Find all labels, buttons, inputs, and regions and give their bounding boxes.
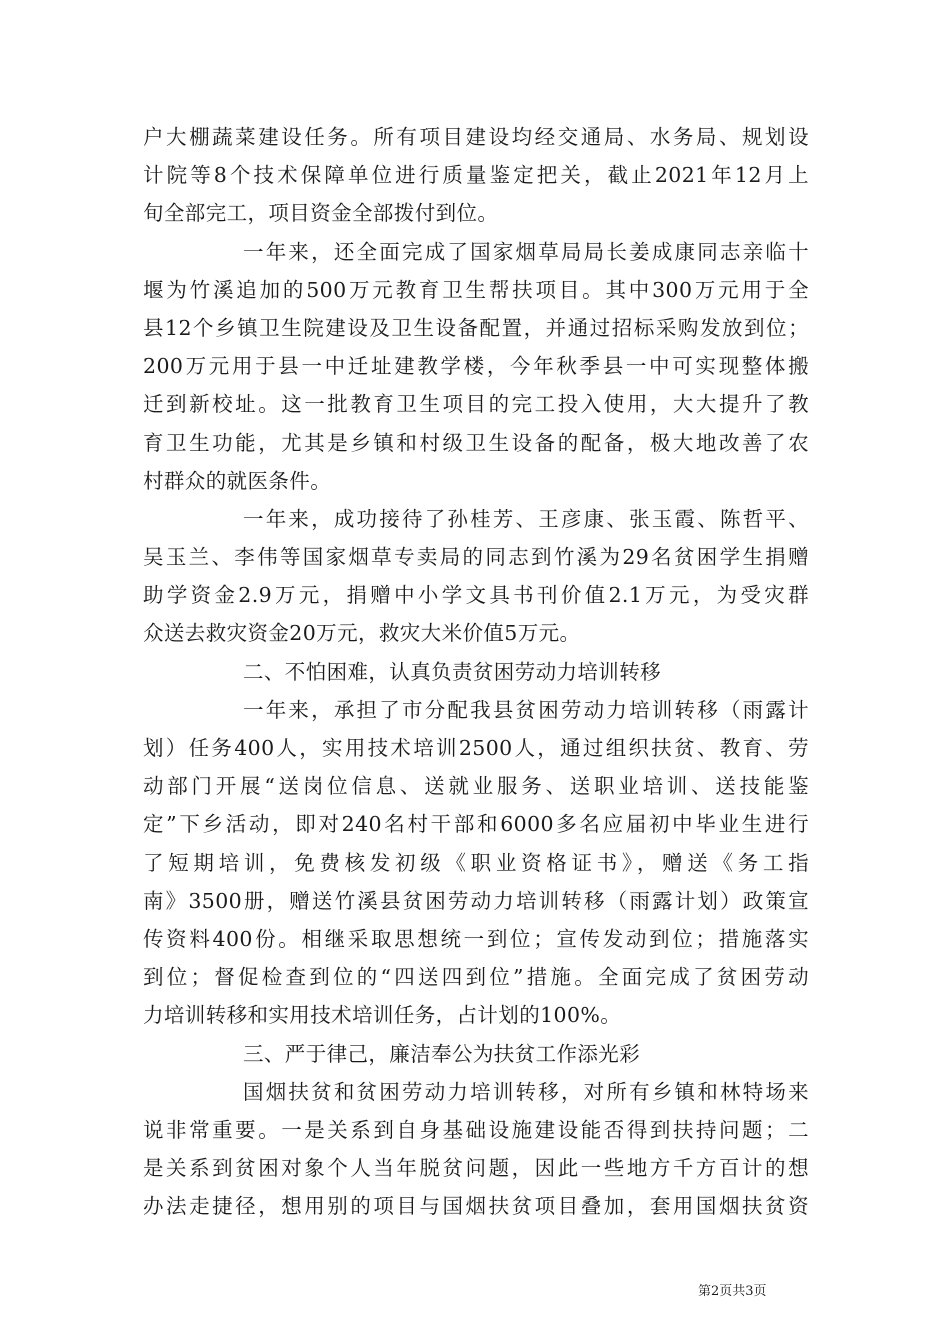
text-line: 一年来，承担了市分配我县贫困劳动力培训转移（雨露计 xyxy=(243,697,809,722)
text-line: 育卫生功能，尤其是乡镇和村级卫生设备的配备，极大地改善了农 xyxy=(143,430,809,455)
text-line: 一年来，成功接待了孙桂芳、王彦康、张玉霞、陈哲平、 xyxy=(243,506,809,531)
text-line: 南》3500册，赠送竹溪县贫困劳动力培训转移（雨露计划）政策宣 xyxy=(143,888,809,913)
text-line: 吴玉兰、李伟等国家烟草专卖局的同志到竹溪为29名贫困学生捐赠 xyxy=(143,545,809,570)
text-line: 三、严于律己，廉洁奉公为扶贫工作添光彩 xyxy=(243,1041,641,1066)
text-line: 迁到新校址。这一批教育卫生项目的完工投入使用，大大提升了教 xyxy=(143,392,809,417)
text-line: 户大棚蔬菜建设任务。所有项目建设均经交通局、水务局、规划设 xyxy=(143,125,809,149)
text-line: 200万元用于县一中迁址建教学楼，今年秋季县一中可实现整体搬 xyxy=(143,354,809,379)
text-line: 国烟扶贫和贫困劳动力培训转移，对所有乡镇和林特场来 xyxy=(243,1079,809,1104)
text-line: 村群众的就医条件。 xyxy=(143,468,332,493)
document-body xyxy=(143,118,809,1225)
text-line: 了短期培训，免费核发初级《职业资格证书》，赠送《务工指 xyxy=(143,850,809,875)
text-line: 旬全部完工，项目资金全部拨付到位。 xyxy=(143,201,499,226)
text-line: 堰为竹溪追加的500万元教育卫生帮扶项目。其中300万元用于全 xyxy=(143,277,809,302)
text-line: 定”下乡活动，即对240名村干部和6000多名应届初中毕业生进行 xyxy=(143,812,809,837)
page-number: 第2页共3页 xyxy=(698,1284,767,1299)
text-line: 县12个乡镇卫生院建设及卫生设备配置，并通过招标采购发放到位； xyxy=(143,315,809,340)
text-line: 二、不怕困难，认真负责贫困劳动力培训转移 xyxy=(243,659,661,684)
text-line: 助学资金2.9万元，捐赠中小学文具书刊价值2.1万元，为受灾群 xyxy=(143,583,809,608)
text-line: 说非常重要。一是关系到自身基础设施建设能否得到扶持问题；二 xyxy=(143,1117,809,1142)
text-line: 传资料400份。相继采取思想统一到位；宣传发动到位；措施落实 xyxy=(143,926,809,951)
text-line: 力培训转移和实用技术培训任务，占计划的100%。 xyxy=(143,1003,622,1028)
text-line: 办法走捷径，想用别的项目与国烟扶贫项目叠加，套用国烟扶贫资 xyxy=(143,1194,809,1219)
text-line: 是关系到贫困对象个人当年脱贫问题，因此一些地方千方百计的想 xyxy=(143,1156,809,1181)
text-line: 动部门开展“送岗位信息、送就业服务、送职业培训、送技能鉴 xyxy=(143,774,809,799)
text-line: 划）任务400人，实用技术培训2500人，通过组织扶贫、教育、劳 xyxy=(143,736,809,760)
text-line: 一年来，还全面完成了国家烟草局局长姜成康同志亲临十 xyxy=(243,239,809,264)
text-line: 到位；督促检查到位的“四送四到位”措施。全面完成了贫困劳动 xyxy=(143,965,809,990)
text-line: 众送去救灾资金20万元，救灾大米价值5万元。 xyxy=(143,621,581,646)
text-line: 计院等8个技术保障单位进行质量鉴定把关，截止2021年12月上 xyxy=(143,163,809,188)
